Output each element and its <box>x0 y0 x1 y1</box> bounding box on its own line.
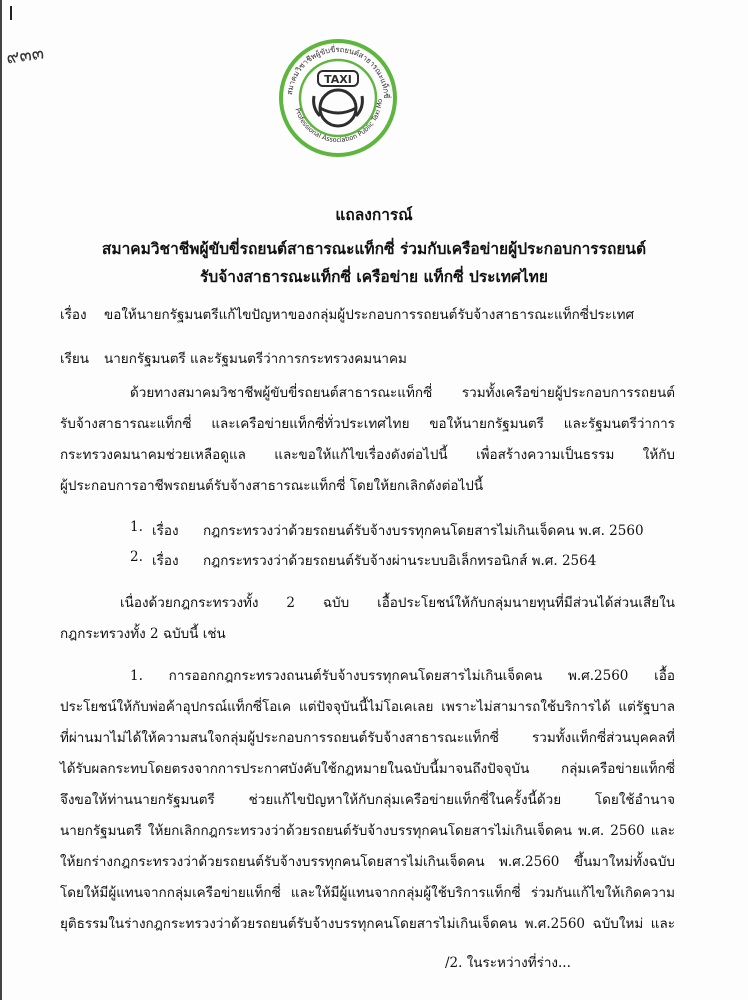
paragraph-line: จึงขอให้ท่านนายกรัฐมนตรี ช่วยแก้ไขปัญหาให้กับกลุ่มเครือข่ายแท็กซี่ในครั้งนี้ด้วย โดยใช้อำนาจ <box>60 792 675 808</box>
steering-wheel-spoke <box>320 108 356 113</box>
list-item-text: กฎกระทรวงว่าด้วยรถยนต์รับจ้างบรรทุกคนโดยสารไม่เกินเจ็ดคน พ.ศ. 2560 <box>203 523 644 539</box>
list-item-label: เรื่อง <box>152 523 179 539</box>
subject-label: เรื่อง <box>60 307 87 323</box>
paragraph-line: เนื่องด้วยกฎกระทรวงทั้ง 2 ฉบับ เอื้อประโยชน์ให้กับกลุ่มนายทุนที่มีส่วนได้ส่วนเสียใน <box>120 595 675 611</box>
paragraph-line: ประโยชน์ให้กับพ่อค้าอุปกรณ์แท็กซี่โอเค แต่ปัจจุบันนี้ไม่โอเคเลย เพราะไม่สามารถใช้บริการได้ แต่รัฐบาล <box>60 699 675 715</box>
logo-ring-text: สมาคมวิชาชีพผู้ขับขี่รถยนต์สาธารณะแท็กซี่ <box>285 44 392 99</box>
paragraph-line: ได้รับผลกระทบโดยตรงจากการประกาศบังคับใช้กฎหมายในฉบับนี้มาจนถึงปัจจุบัน กลุ่มเครือข่ายแท็กซี่ <box>60 761 675 777</box>
list-item-number: 2. <box>130 549 143 565</box>
paragraph-line: ยุติธรรมในร่างกฎกระทรวงว่าด้วยรถยนต์รับจ้างบรรทุกคนโดยสารไม่เกินเจ็ดคน พ.ศ.2560 ฉบับใหม่ และ <box>60 916 675 932</box>
taxi-sign-text: TAXI <box>324 73 352 86</box>
handwritten-page-note: ๙๓๓ <box>4 42 46 69</box>
list-item-text: กฎกระทรวงว่าด้วยรถยนต์รับจ้างผ่านระบบอิเล็กทรอนิกส์ พ.ศ. 2564 <box>203 553 597 569</box>
intro-line: ด้วยทางสมาคมวิชาชีพผู้ขับขี่รถยนต์สาธารณะแท็กซี่ รวมทั้งเครือข่ายผู้ประกอบการรถยนต์ <box>130 385 675 401</box>
continuation-marker: /2. ในระหว่างที่ร่าง... <box>445 955 571 971</box>
list-item-label: เรื่อง <box>152 553 179 569</box>
subject-text: ขอให้นายกรัฐมนตรีแก้ไขปัญหาของกลุ่มผู้ประกอบการรถยนต์รับจ้างสาธารณะแท็กซี่ประเทศ <box>104 307 635 323</box>
paragraph-line: กฎกระทรวงทั้ง 2 ฉบับนี้ เช่น <box>60 626 226 642</box>
pen-mark <box>10 6 12 20</box>
announcement-heading-line2: รับจ้างสาธารณะแท็กซี่ เครือข่าย แท็กซี่ ประเทศไทย <box>200 267 548 286</box>
intro-line: ผู้ประกอบการอาชีพรถยนต์รับจ้างสาธารณะแท็กซี่ โดยให้ยกเลิกดังต่อไปนี้ <box>60 478 484 494</box>
intro-line: กระทรวงคมนาคมช่วยเหลือดูแล และขอให้แก้ไขเรื่องดังต่อไปนี้ เพื่อสร้างความเป็นธรรม ให้กับ <box>60 447 675 463</box>
paragraph-line: ให้ยกร่างกฎกระทรวงว่าด้วยรถยนต์รับจ้างบรรทุกคนโดยสารไม่เกินเจ็ดคน พ.ศ.2560 ขึ้นมาใหม่ทั้งฉบับ <box>60 854 675 870</box>
steering-wheel-icon <box>320 90 356 126</box>
paragraph-line: โดยให้มีผู้แทนจากกลุ่มเครือข่ายแท็กซี่ และให้มีผู้แทนจากกลุ่มผู้ใช้บริการแท็กซี่ ร่วมกันแก้ไขให้เกิดความ <box>60 885 675 901</box>
scan-edge <box>0 0 2 1000</box>
intro-line: รับจ้างสาธารณะแท็กซี่ และเครือข่ายแท็กซี่ทั่วประเทศไทย ขอให้นายกรัฐมนตรี และรัฐมนตรีว่าการ <box>60 416 675 432</box>
logo-ring-text-en: Professional Association Public Taxi Mo <box>293 98 385 145</box>
paragraph-line: 1. การออกกฎกระทรวงถนนต์รับจ้างบรรทุกคนโดยสารไม่เกินเจ็ดคน พ.ศ.2560 เอื้อ <box>130 668 675 684</box>
association-logo <box>278 38 398 158</box>
announcement-heading-line1: สมาคมวิชาชีพผู้ขับขี่รถยนต์สาธารณะแท็กซี่ ร่วมกับเครือข่ายผู้ประกอบการรถยนต์ <box>101 239 647 258</box>
recipient-text: นายกรัฐมนตรี และรัฐมนตรีว่าการกระทรวงคมนาคม <box>104 351 407 367</box>
paragraph-line: นายกรัฐมนตรี ให้ยกเลิกกฎกระทรวงว่าด้วยรถยนต์รับจ้างบรรทุกคนโดยสารไม่เกินเจ็ดคน พ.ศ. 2560 และ <box>60 823 675 839</box>
paragraph-line: ที่ผ่านมาไม่ได้ให้ความสนใจกลุ่มผู้ประกอบการรถยนต์รับจ้างสาธารณะแท็กซี่ รวมทั้งแท็กซี่ส่วนบุคคลที่ <box>60 730 675 746</box>
recipient-label: เรียน <box>60 351 90 367</box>
list-item-number: 1. <box>130 519 143 535</box>
announcement-title: แถลงการณ์ <box>335 205 413 224</box>
